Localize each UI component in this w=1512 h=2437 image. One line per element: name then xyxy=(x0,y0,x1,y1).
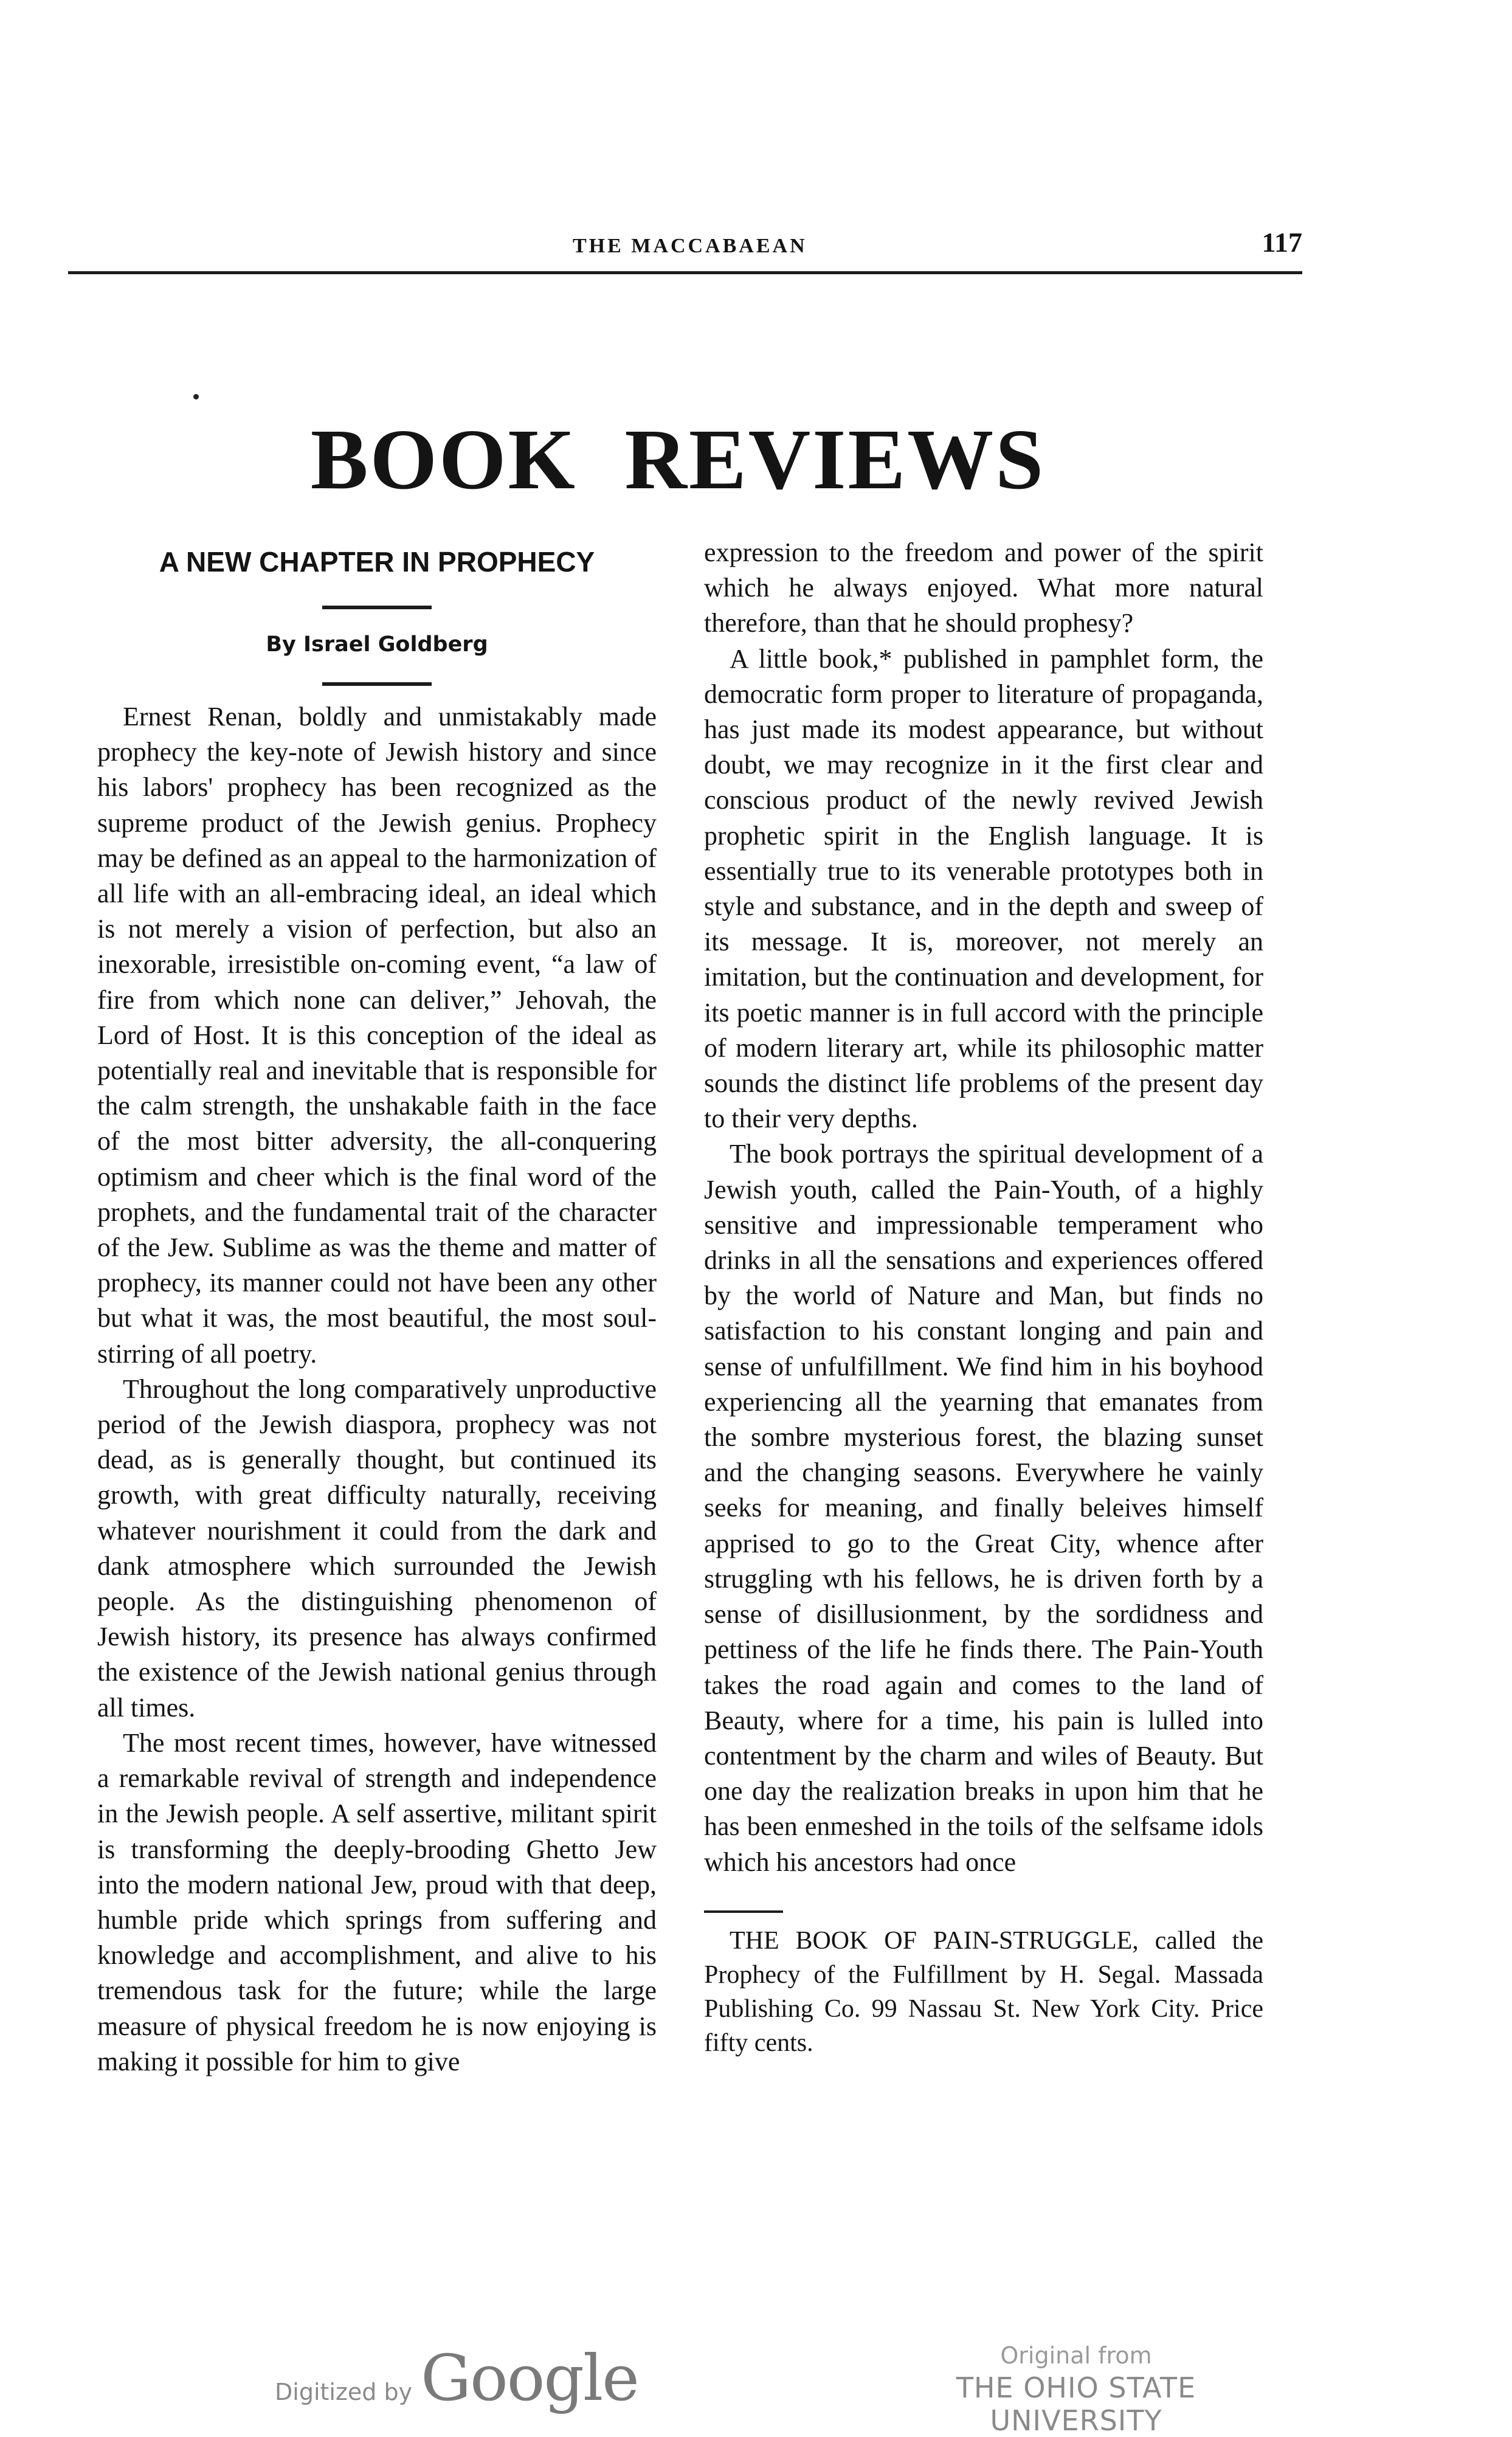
journal-title: THE MACCABAEAN xyxy=(573,235,807,257)
ink-speck xyxy=(193,394,199,399)
google-logo: Google xyxy=(421,2341,638,2415)
title-rule xyxy=(322,606,432,609)
header-rule xyxy=(68,271,1302,274)
digitized-by-text: Digitized by xyxy=(275,2379,413,2405)
byline-rule xyxy=(322,682,432,686)
right-column xyxy=(704,535,1263,2060)
byline: By Israel Goldberg xyxy=(266,632,488,657)
left-column xyxy=(97,535,657,2079)
paragraph-continued: expression to the freedom and power of the spirit which he always enjoyed. What more natural therefore, than that he should prophesy? xyxy=(704,538,1263,638)
paragraph: The most recent times, however, have witnessed a remarkable revival of strength and independence in the Jewish people. A self assertive, militant spirit is transforming the deeply-brooding Ghetto Jew into the modern national Jew, proud with that deep, humble pride which springs from suffering and knowledge and accomplishment, and alive to his tremendous task for the future; while the large measure of physical freedom he is now enjoying is making it possible for him to give xyxy=(97,1727,657,2076)
paragraph: The book portrays the spiritual development of a Jewish youth, called the Pain-Youth, of a highly sensitive and impressionable temperament who drinks in all the sensations and experiences offered by the world of Nature and Man, but finds no satisfaction to his constant longing and pain and sense of unfulfillment. We find him in his boyhood experiencing all the yearning that emanates from the sombre mysterious forest, the blazing sunset and the changing seasons. Everywhere he vainly seeks for meaning, and finally beleives himself apprised to go to the Great City, whence after struggling wth his fellows, he is driven forth by a sense of disillusionment, by the sordidness and pettiness of the life he finds there. The Pain-Youth takes the road again and comes to the land of Beauty, where for a time, his pain is lulled into contentment by the charm and wiles of Beauty. But one day the realization breaks in upon him that he has been enmeshed in the toils of the selfsame idols which his ancestors had once xyxy=(704,1139,1263,1877)
google-watermark xyxy=(275,2341,638,2415)
paragraph: Throughout the long comparatively unproductive period of the Jewish diaspora, prophecy was not dead, as is generally thought, but continued its growth, with great difficulty naturally, receiving whatever nourishment it could from the dark and dank atmosphere which surrounded the Jewish people. As the distinguishing phenomenon of Jewish history, its presence has always confirmed the existence of the Jewish national genius through all times. xyxy=(97,1374,657,1723)
university-name: THE OHIO STATE UNIVERSITY xyxy=(956,2371,1196,2437)
article-title: A NEW CHAPTER IN PROPHECY xyxy=(159,546,595,578)
paragraph: Ernest Renan, boldly and unmistakably made prophecy the key-note of Jewish history and since his labors' prophecy has been recognized as the supreme product of the Jewish genius. Prophecy may be defined as an appeal to the harmonization of all life with an all-embracing ideal, an ideal which is not merely a vision of perfection, but also an inexorable, irresistible on-coming event, “a law of fire from which none can deliver,” Jehovah, the Lord of Host. It is this conception of the ideal as potentially real and inevitable that is responsible for the calm strength, the unshakable faith in the face of the most bitter adversity, the all-conquering optimism and cheer which is the final word of the prophets, and the fundamental trait of the character of the Jew. Sublime as was the theme and matter of prophecy, its manner could not have been any other but what it was, the most beautiful, the most soul-stirring of all poetry. xyxy=(97,702,657,1369)
paragraph: A little book,* published in pamphlet form, the democratic form proper to literature of propaganda, has just made its modest appearance, but without doubt, we may recognize in it the first clear and conscious product of the newly revived Jewish prophetic spirit in the English language. It is essentially true to its venerable prototypes both in style and substance, and in the depth and sweep of its message. It is, moreover, not merely an imitation, but the continuation and development, for its poetic manner is in full accord with the principle of modern literary art, while its philosophic matter sounds the distinct life problems of the present day to their very depths. xyxy=(704,643,1263,1134)
source-watermark xyxy=(882,2342,1271,2437)
section-title: BOOK REVIEWS xyxy=(310,411,1046,507)
footnote: THE BOOK OF PAIN-STRUGGLE, called the Prophecy of the Fulfillment by H. Segal. Massada Publishing Co. 99 Nassau St. New York City. Price fifty cents. xyxy=(704,1926,1263,2057)
original-from-text: Original from xyxy=(1000,2342,1152,2369)
page-number: 117 xyxy=(1262,227,1302,258)
footnote-rule xyxy=(704,1910,783,1913)
running-head xyxy=(68,226,1302,266)
